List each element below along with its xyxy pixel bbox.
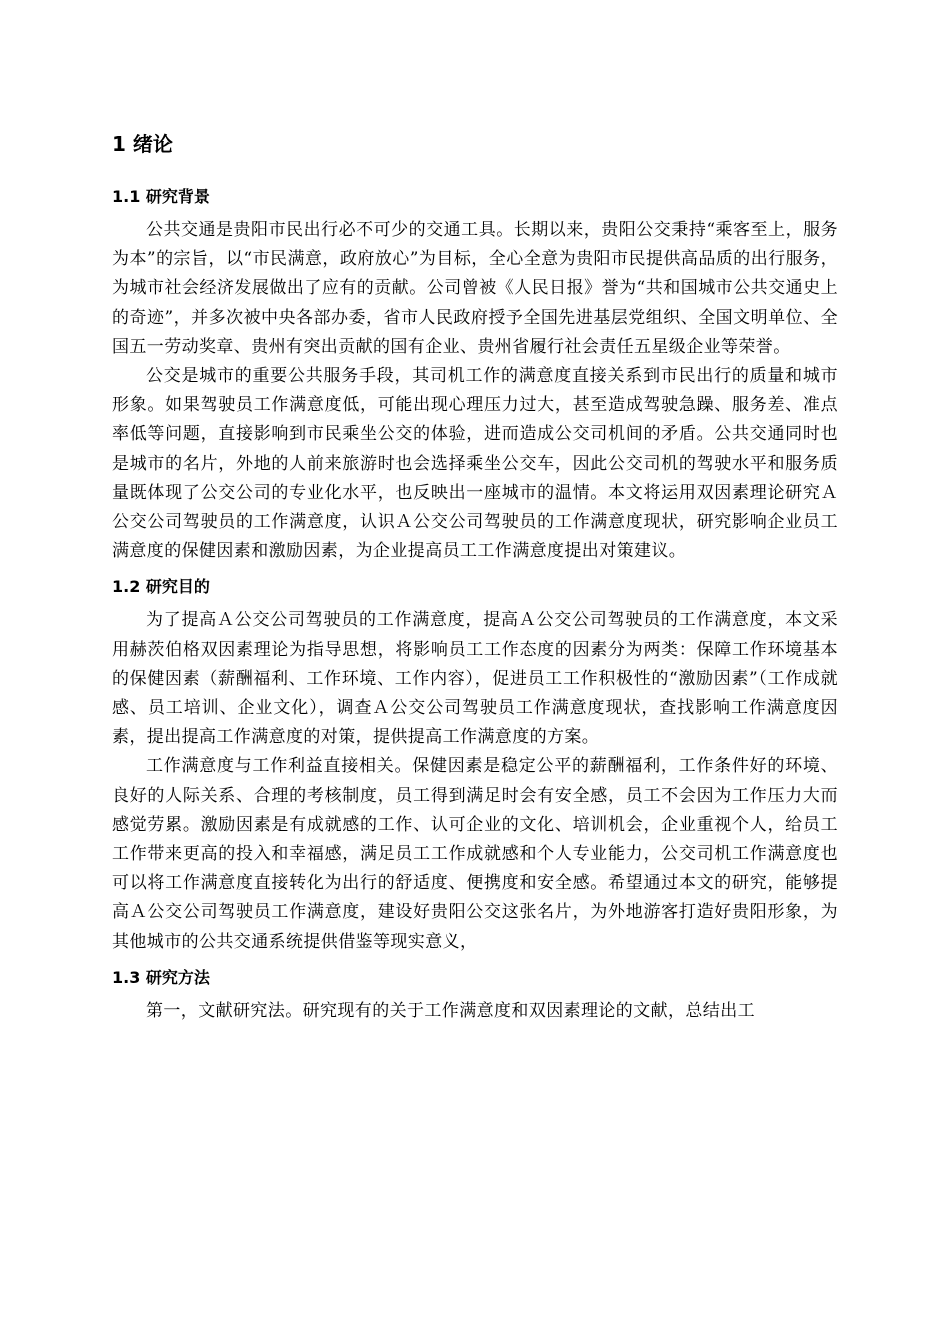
- section-research-purpose: [112, 574, 838, 956]
- page-content: [112, 128, 838, 1026]
- section-title: 1.3 研究方法: [112, 967, 210, 987]
- paragraph: 为了提高Ａ公交公司驾驶员的工作满意度，提高Ａ公交公司驾驶员的工作满意度，本文采用赫茨伯格双因素理论为指导思想，将影响员工工作态度的因素分为两类：保障工作环境基本的保健因素（薪酬福利、工作环境、工作内容），促进员工工作积极性的“激励因素”（工作成就感、员工培训、企业文化），调查Ａ公交公司驾驶员工作满意度现状，查找影响工作满意度因素，提出提高工作满意度的对策，提供提高工作满意度的方案。: [112, 610, 838, 748]
- section-title: 1.1 研究背景: [112, 187, 210, 206]
- paragraph: 公共交通是贵阳市民出行必不可少的交通工具。长期以来，贵阳公交秉持“乘客至上，服务为本”的宗旨，以“市民满意，政府放心”为目标，全心全意为贵阳市民提供高品质的出行服务，为城市社会经济发展做出了应有的贡献。公司曾被《人民日报》誉为“共和国城市公共交通史上的奇迹”，并多次被中央各部办委，省市人民政府授予全国先进基层党组织、全国文明单位、全国五一劳动奖章、贵州有突出贡献的国有企业、贵州省履行社会责任五星级企业等荣誉。: [112, 220, 838, 357]
- paragraph: 第一，文献研究法。研究现有的关于工作满意度和双因素理论的文献，总结出工: [146, 1000, 755, 1021]
- section-research-methods: [112, 965, 838, 1026]
- paragraph: 工作满意度与工作利益直接相关。保健因素是稳定公平的薪酬福利，工作条件好的环境、良好的人际关系、合理的考核制度，员工得到满足时会有安全感，员工不会因为工作压力大而感觉劳累。激励因素是有成就感的工作、认可企业的文化、培训机会，企业重视个人，给员工工作带来更高的投入和幸福感，满足员工工作成就感和个人专业能力，公交司机工作满意度也可以将工作满意度直接转化为出行的舒适度、便携度和安全感。希望通过本文的研究，能够提高Ａ公交公司驾驶员工作满意度，建设好贵阳公交这张名片，为外地游客打造好贵阳形象，为其他城市的公共交通系统提供借鉴等现实意义，: [112, 756, 838, 952]
- chapter-title: 1 绪论: [112, 132, 173, 156]
- section-research-background: [112, 184, 838, 566]
- paragraph: 公交是城市的重要公共服务手段，其司机工作的满意度直接关系到市民出行的质量和城市形象。如果驾驶员工作满意度低，可能出现心理压力过大，甚至造成驾驶急躁、服务差、准点率低等问题，直接影响到市民乘坐公交的体验，进而造成公交司机间的矛盾。公共交通同时也是城市的名片，外地的人前来旅游时也会选择乘坐公交车，因此公交司机的驾驶水平和服务质量既体现了公交公司的专业化水平，也反映出一座城市的温情。本文将运用双因素理论研究Ａ公交公司驾驶员的工作满意度，认识Ａ公交公司驾驶员的工作满意度现状，研究影响企业员工满意度的保健因素和激励因素，为企业提高员工工作满意度提出对策建议。: [112, 366, 838, 562]
- section-title: 1.2 研究目的: [112, 577, 210, 597]
